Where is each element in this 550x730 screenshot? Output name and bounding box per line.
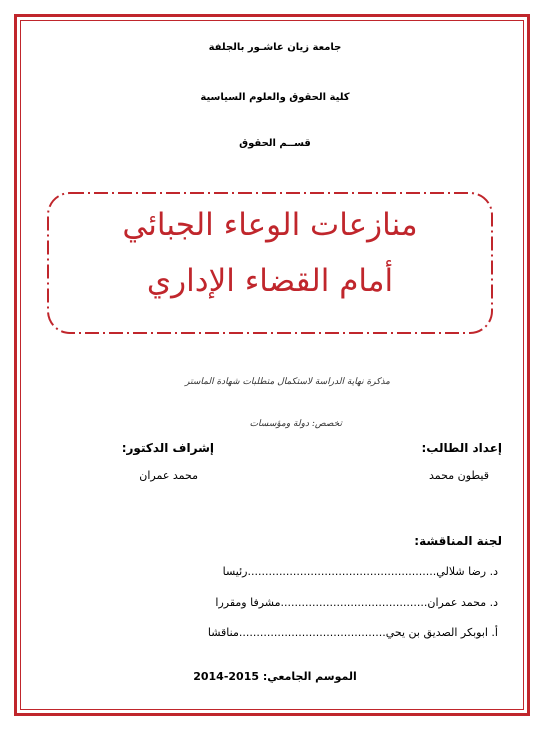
committee-member-name: د. محمد عمران — [427, 596, 498, 609]
department-name: قســم الحقوق — [239, 138, 311, 149]
committee-member-row — [38, 596, 498, 612]
specialization: تخصص: دولة ومؤسسات — [249, 419, 342, 429]
dot-leader: ...................................................... — [247, 565, 437, 578]
supervisor-name: محمد عمران — [139, 469, 198, 482]
committee-member-role: رئيسا — [222, 565, 248, 578]
student-name: قيطون محمد — [429, 469, 489, 482]
committee-member-row — [38, 565, 498, 581]
dot-leader: .......................................... — [280, 596, 428, 609]
memo-note: مذكرة نهاية الدراسة لاستكمال متطلبات شهادة الماستر — [185, 377, 390, 387]
faculty-name: كلية الحقوق والعلوم السياسية — [200, 92, 350, 103]
title-line-1: منازعات الوعاء الجبائي — [122, 207, 418, 243]
title-box — [46, 191, 494, 335]
academic-year — [0, 670, 550, 683]
dot-leader: .......................................... — [238, 626, 386, 639]
committee-member-role: مناقشا — [207, 626, 239, 639]
supervisor-label: إشراف الدكتور: — [121, 441, 214, 455]
university-name: جامعة زيان عاشـور بالجلفة — [208, 42, 342, 53]
student-label: إعداد الطالب: — [421, 441, 502, 455]
committee-title: لجنة المناقشة: — [414, 534, 502, 548]
committee-member-role: مشرفا ومقررا — [215, 596, 281, 609]
committee-member-row — [38, 626, 498, 642]
academic-year-label: الموسم الجامعي: — [262, 670, 357, 683]
academic-year-value: 2014-2015 — [193, 670, 259, 683]
committee-member-name: أ. ابوبكر الصديق بن يحي — [385, 626, 498, 639]
title-line-2: أمام القضاء الإداري — [146, 263, 394, 299]
committee-member-name: د. رضا شلالي — [436, 565, 498, 578]
